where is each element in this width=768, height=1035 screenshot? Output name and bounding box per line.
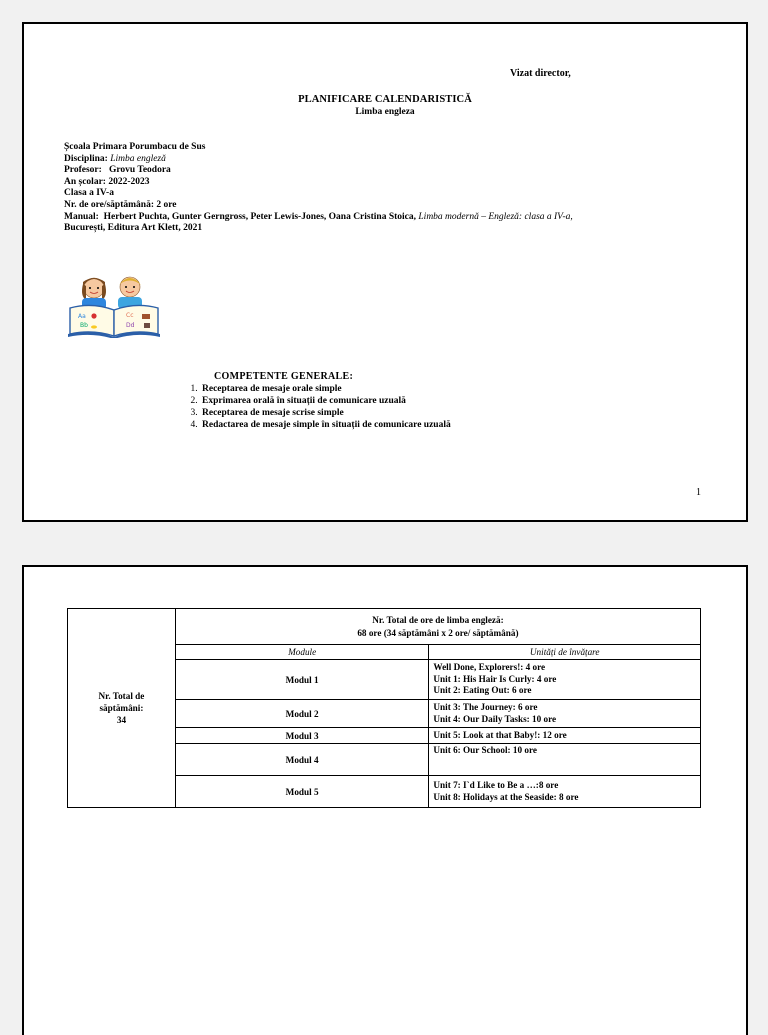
book-letter-dd: Dd bbox=[126, 322, 135, 329]
module-1-cell: Modul 1 bbox=[175, 660, 429, 700]
column-header-module: Module bbox=[175, 645, 429, 660]
discipline-value: Limba engleză bbox=[110, 153, 166, 164]
unit-item: Unit 1: His Hair Is Curly: 4 ore bbox=[433, 673, 557, 684]
competence-item bbox=[200, 395, 451, 407]
competence-item bbox=[200, 419, 451, 431]
module-1-units bbox=[429, 660, 701, 700]
module-3-cell: Modul 3 bbox=[175, 728, 429, 744]
total-weeks-label-2: săptămâni: bbox=[99, 703, 144, 713]
manual-authors: Herbert Puchta, Gunter Gerngross, Peter Lewis-Jones, Oana Cristina Stoica, bbox=[103, 211, 417, 222]
unit-item: Unit 7: I`d Like to Be a …:8 ore bbox=[433, 780, 559, 791]
module-5-cell: Modul 5 bbox=[175, 776, 429, 808]
children-reading-illustration bbox=[64, 274, 168, 338]
module-3-units bbox=[429, 728, 701, 744]
unit-item: Unit 6: Our School: 10 ore bbox=[433, 745, 537, 755]
competence-item bbox=[200, 407, 451, 419]
module-4-units bbox=[429, 744, 701, 776]
page-number: 1 bbox=[696, 487, 701, 498]
approval-label: Vizat director, bbox=[510, 68, 571, 79]
competence-text: Receptarea de mesaje orale simple bbox=[202, 384, 342, 394]
competence-item bbox=[200, 383, 451, 395]
unit-item: Unit 4: Our Daily Tasks: 10 ore bbox=[433, 713, 557, 724]
total-weeks-label-1: Nr. Total de bbox=[98, 691, 145, 701]
teacher-line bbox=[64, 165, 573, 177]
module-4-cell: Modul 4 bbox=[175, 744, 429, 776]
competence-text: Receptarea de mesaje scrise simple bbox=[202, 408, 344, 418]
unit-item: Unit 8: Holidays at the Seaside: 8 ore bbox=[433, 791, 579, 802]
total-hours-line-2: 68 ore (34 săptămâni x 2 ore/ săptămână) bbox=[357, 627, 519, 638]
info-block bbox=[64, 142, 573, 235]
competences-list bbox=[186, 383, 451, 431]
total-weeks-cell bbox=[68, 609, 176, 808]
module-2-units bbox=[429, 700, 701, 728]
document-page-2 bbox=[22, 565, 748, 1035]
module-2-cell: Modul 2 bbox=[175, 700, 429, 728]
school-year: An școlar: 2022-2023 bbox=[64, 176, 150, 187]
total-hours-line-1: Nr. Total de ore de limba engleză: bbox=[372, 614, 504, 625]
teacher-value: Grovu Teodora bbox=[108, 165, 171, 176]
document-subtitle: Limba engleza bbox=[355, 107, 415, 117]
competence-text: Redactarea de mesaje simple în situații de comunicare uzuală bbox=[202, 420, 451, 430]
school-name: Școala Primara Porumbacu de Sus bbox=[64, 142, 206, 152]
total-hours-header bbox=[175, 609, 700, 645]
book-letter-aa: Aa bbox=[78, 313, 86, 320]
planning-table bbox=[67, 608, 701, 808]
class-line: Clasa a IV-a bbox=[64, 188, 114, 199]
unit-item: Unit 2: Eating Out: 6 ore bbox=[433, 685, 532, 696]
manual-line bbox=[64, 212, 573, 224]
discipline-label: Disciplina: bbox=[64, 153, 108, 164]
book-letter-cc: Cc bbox=[126, 312, 134, 319]
teacher-label: Profesor: bbox=[64, 165, 102, 176]
manual-title: Limba modernă – Engleză: clasa a IV-a, bbox=[418, 211, 573, 222]
module-5-units bbox=[429, 776, 701, 808]
discipline-line bbox=[64, 154, 573, 166]
hours-line: Nr. de ore/săptămână: 2 ore bbox=[64, 199, 177, 210]
unit-item: Unit 5: Look at that Baby!: 12 ore bbox=[433, 729, 567, 740]
total-weeks-value: 34 bbox=[116, 715, 127, 725]
competence-text: Exprimarea orală în situații de comunicare uzuală bbox=[202, 396, 406, 406]
unit-item: Well Done, Explorers!: 4 ore bbox=[433, 662, 546, 673]
competences-title: COMPETENTE GENERALE: bbox=[214, 371, 354, 382]
manual-label: Manual: bbox=[64, 211, 99, 222]
document-title: PLANIFICARE CALENDARISTICĂ bbox=[298, 94, 472, 105]
book-letter-bb: Bb bbox=[80, 322, 88, 329]
unit-item: Unit 3: The Journey: 6 ore bbox=[433, 702, 538, 713]
column-header-units: Unități de învățare bbox=[429, 645, 701, 660]
document-page-1 bbox=[22, 22, 748, 522]
manual-publisher: București, Editura Art Klett, 2021 bbox=[64, 223, 203, 234]
